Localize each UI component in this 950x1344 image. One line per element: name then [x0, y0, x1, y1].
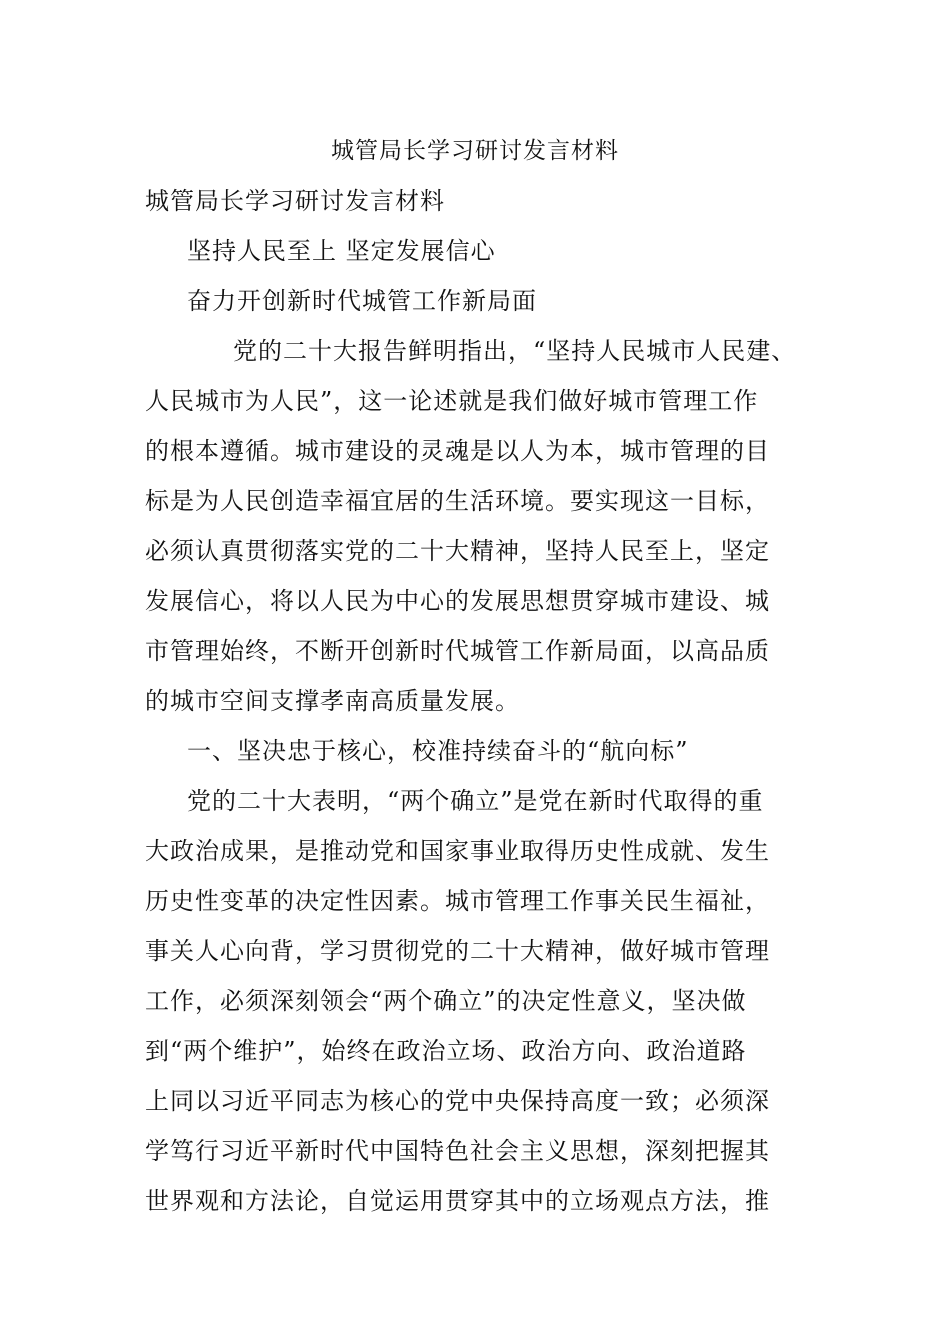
document-title: 城管局长学习研讨发言材料	[331, 138, 619, 164]
paragraph-line: 必须认真贯彻落实党的二十大精神，坚持人民至上，坚定	[145, 537, 770, 565]
paragraph-line: 的城市空间支撑孝南高质量发展。	[145, 687, 520, 715]
paragraph-line: 工作，必须深刻领会“两个确立”的决定性意义，坚决做	[145, 987, 747, 1015]
paragraph-line: 党的二十大报告鲜明指出，“坚持人民城市人民建、	[233, 337, 797, 365]
paragraph-line: 到“两个维护”，始终在政治立场、政治方向、政治道路	[145, 1037, 747, 1065]
paragraph-line: 市管理始终，不断开创新时代城管工作新局面，以高品质	[145, 637, 770, 665]
paragraph-line: 发展信心，将以人民为中心的发展思想贯穿城市建设、城	[145, 587, 770, 615]
doc-subheading-2: 奋力开创新时代城管工作新局面	[187, 287, 537, 315]
paragraph-line: 上同以习近平同志为核心的党中央保持高度一致；必须深	[145, 1087, 770, 1115]
doc-subheading-1: 坚持人民至上 坚定发展信心	[187, 237, 496, 265]
doc-heading: 城管局长学习研讨发言材料	[145, 187, 445, 215]
paragraph-line: 标是为人民创造幸福宜居的生活环境。要实现这一目标，	[145, 487, 770, 515]
paragraph-line: 事关人心向背，学习贯彻党的二十大精神，做好城市管理	[145, 937, 770, 965]
paragraph-line: 学笃行习近平新时代中国特色社会主义思想，深刻把握其	[145, 1137, 770, 1165]
paragraph-line: 党的二十大表明，“两个确立”是党在新时代取得的重	[187, 787, 764, 815]
section-heading: 一、坚决忠于核心，校准持续奋斗的“航向标”	[187, 737, 689, 765]
paragraph-line: 世界观和方法论，自觉运用贯穿其中的立场观点方法，推	[145, 1187, 770, 1215]
paragraph-line: 人民城市为人民”，这一论述就是我们做好城市管理工作	[145, 387, 759, 415]
paragraph-line: 历史性变革的决定性因素。城市管理工作事关民生福祉，	[145, 887, 770, 915]
paragraph-line: 的根本遵循。城市建设的灵魂是以人为本，城市管理的目	[145, 437, 770, 465]
paragraph-line: 大政治成果，是推动党和国家事业取得历史性成就、发生	[145, 837, 770, 865]
